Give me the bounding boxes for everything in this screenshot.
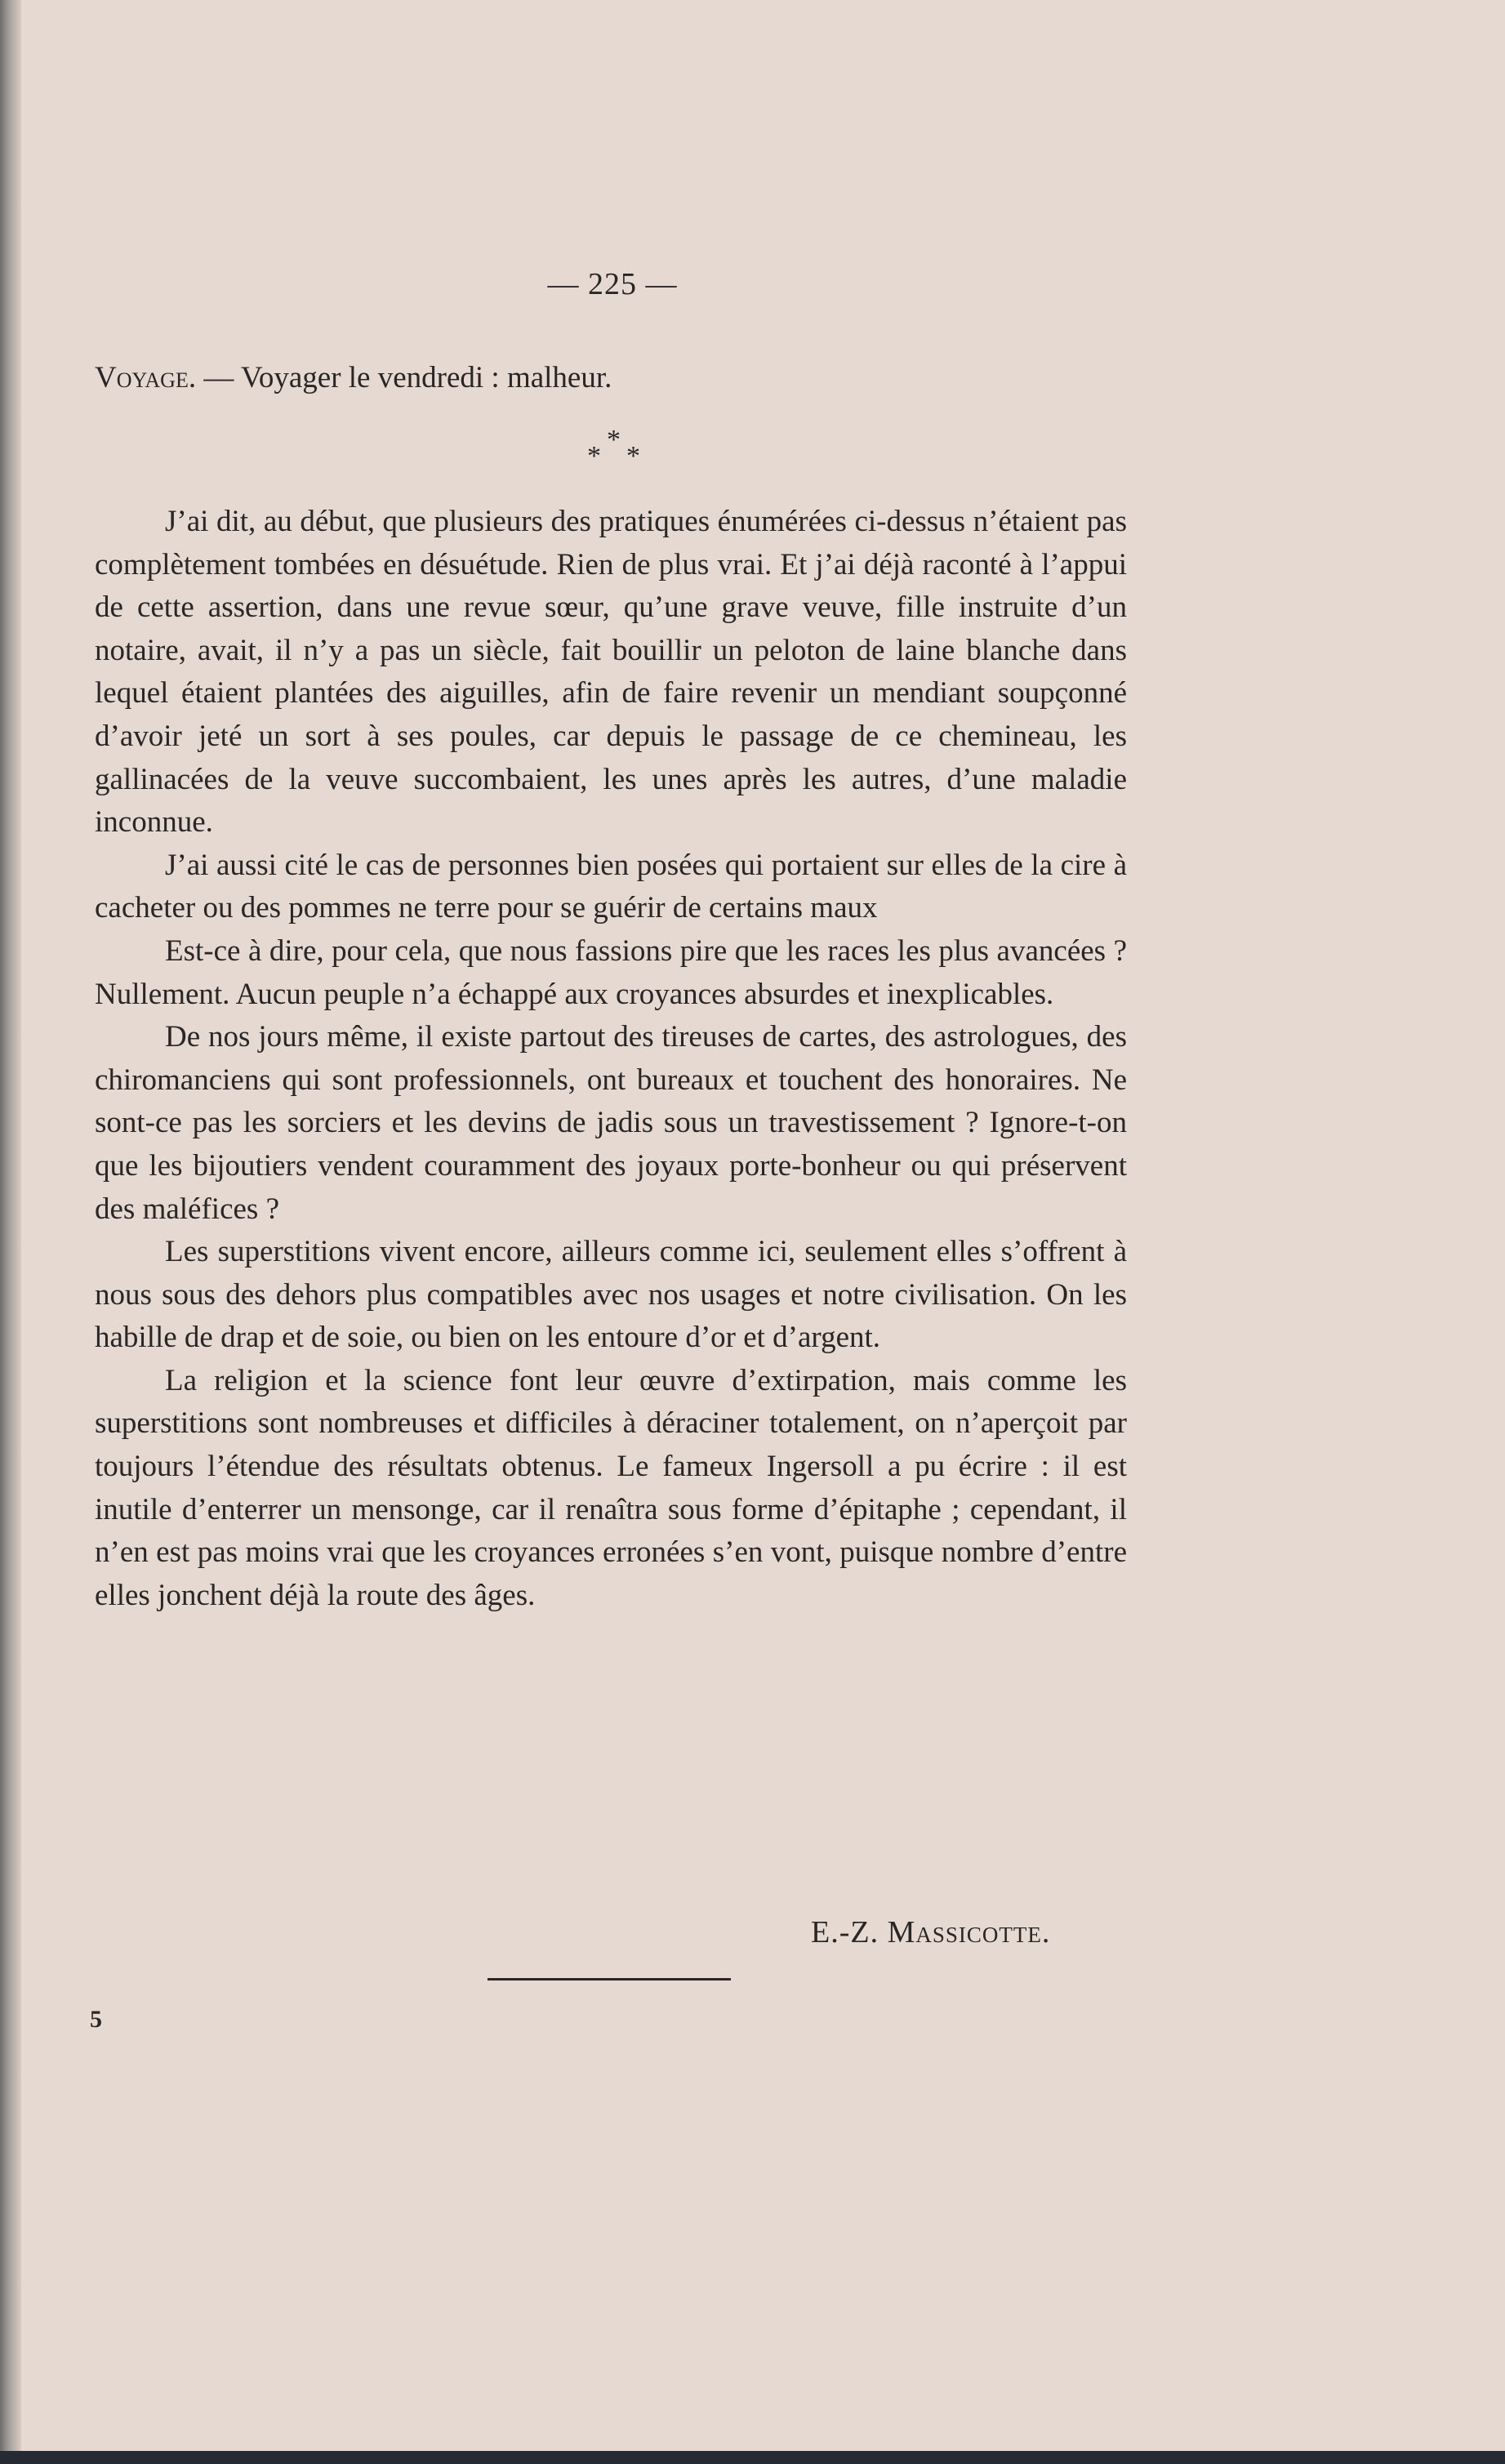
asterism-star-top: * [607,425,621,455]
paragraph: De nos jours même, il existe partout des tireuses de cartes, des astrologues, des chiromanciens qui sont professionnels, ont bureaux et touchent des honoraires. Ne sont-ce pas les sorciers et les devins de jadis sous un travestissement ? Ignore-t-on que les bijoutiers vendent couramment des joyaux porte-bonheur ou qui préservent des maléfices ? [95,1020,1127,1226]
asterism-separator [587,425,652,474]
asterism-star-left: * [587,441,601,471]
author-signature: E.-Z. Massicotte. [811,1915,1051,1949]
essay-body [95,501,1127,1617]
printer-signature-mark: 5 [90,2006,102,2033]
scan-binding-edge [0,0,21,2464]
paragraph: La religion et la science font leur œuvre d’extirpation, mais comme les superstitions sont nombreuses et difficiles à déraciner totalement, on n’aperçoit par toujours l’étendue des résultats obtenus. Le fameux Ingersoll a pu écrire : il est inutile d’enterrer un mensonge, car il renaîtra sous forme d’épitaphe ; cependant, il n’en est pas moins vrai que les croyances erronées s’en vont, puisque nombre d’entre elles jonchent déjà la route des âges. [95,1363,1127,1612]
entry-headword: Voyage. [95,361,197,394]
scan-bottom-edge [0,2451,1505,2464]
paragraph: Est-ce à dire, pour cela, que nous fassions pire que les races les plus avancées ? Nullement. Aucun peuple n’a échappé aux croyances absurdes et inexplicables. [95,933,1127,1011]
asterism-star-right: * [626,441,640,471]
dictionary-entry [95,357,1127,400]
paragraph: Les superstitions vivent encore, ailleurs comme ici, seulement elles s’offrent à nous sous des dehors plus compatibles avec nos usages et notre civilisation. On les habille de drap et de soie, ou bien on les entoure d’or et d’argent. [95,1235,1127,1355]
paragraph: J’ai dit, au début, que plusieurs des pratiques énumérées ci-dessus n’étaient pas complètement tombées en désuétude. Rien de plus vrai. Et j’ai déjà raconté à l’appui de cette assertion, dans une revue sœur, qu’une grave veuve, fille instruite d’un notaire, avait, il n’y a pas un siècle, fait bouillir un peloton de laine blanche dans lequel étaient plantées des aiguilles, afin de faire revenir un mendiant soupçonné d’avoir jeté un sort à ses poules, car depuis le passage de ce chemineau, les gallinacées de la veuve succombaient, les unes après les autres, d’une maladie inconnue. [95,505,1127,840]
entry-definition: — Voyager le vendredi : malheur. [196,361,612,394]
paragraph: J’ai aussi cité le cas de personnes bien posées qui portaient sur elles de la cire à cacheter ou des pommes ne terre pour se guérir de certains maux [95,848,1127,925]
closing-rule [488,1978,731,1981]
page-number: — 225 — [547,267,678,301]
